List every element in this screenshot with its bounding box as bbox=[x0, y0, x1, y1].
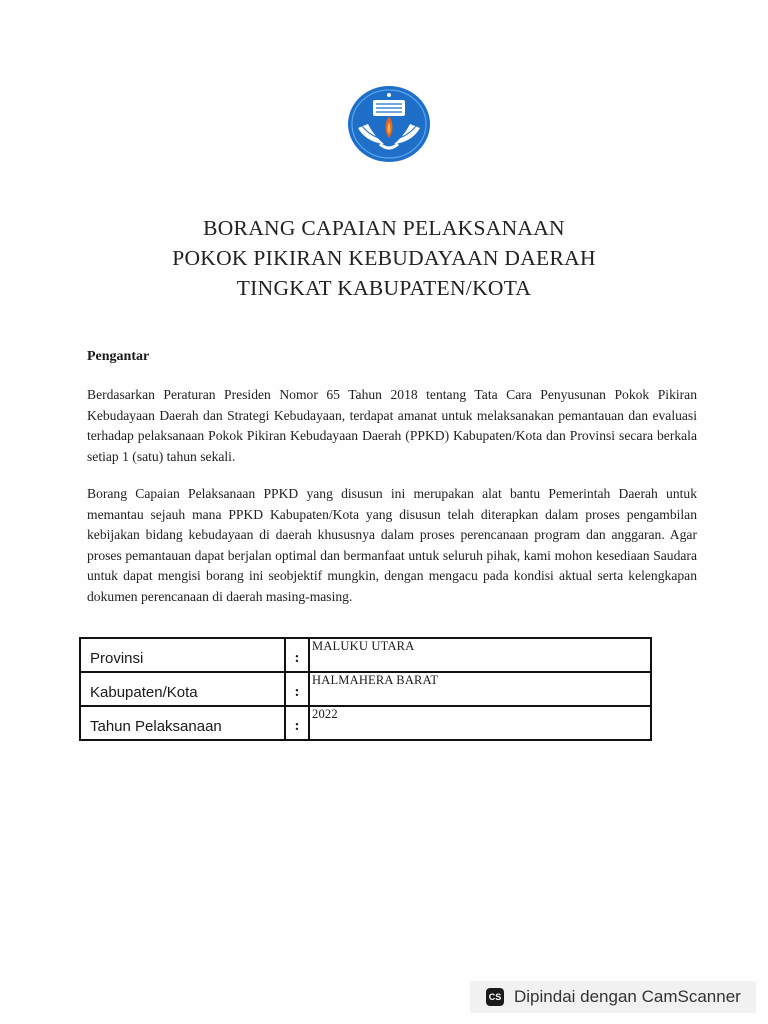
label-kabupaten-kota bbox=[80, 672, 285, 706]
value-provinsi: MALUKU UTARA bbox=[309, 638, 651, 672]
colon-text: : bbox=[294, 650, 300, 666]
paragraph-2: Borang Capaian Pelaksanaan PPKD yang disusun ini merupakan alat bantu Pemerintah Daerah untuk memantau sejauh mana PPKD Kabupaten/Kota yang disusun telah diterapkan dalam proses pengambilan kebijakan bidang kebudayaan di daerah khususnya dalam proses perencanaan program dan anggaran. Agar proses pemantauan dapat berjalan optimal dan bermanfaat untuk seluruh pihak, kami mohon kesediaan Saudara untuk dapat mengisi borang ini seobjektif mungkin, dengan mengacu pada kondisi aktual serta kelengkapan dokumen perencanaan di daerah masing-masing. bbox=[87, 486, 697, 604]
label-text: Tahun Pelaksanaan bbox=[90, 718, 222, 735]
camscanner-watermark bbox=[470, 981, 756, 1013]
colon-text: : bbox=[294, 684, 300, 700]
paragraph-1: Berdasarkan Peraturan Presiden Nomor 65 Tahun 2018 tentang Tata Cara Penyusunan Pokok Pikiran Kebudayaan Daerah dan Strategi Kebudayaan, terdapat amanat untuk melaksanakan pemantauan dan evaluasi terhadap pelaksanaan Pokok Pikiran Kebudayaan Daerah (PPKD) Kabupaten/Kota dan Provinsi secara berkala setiap 1 (satu) tahun sekali. bbox=[87, 387, 697, 464]
watermark-text: Dipindai dengan CamScanner bbox=[514, 987, 741, 1006]
colon-separator bbox=[285, 638, 309, 672]
table-row-provinsi bbox=[80, 638, 651, 672]
document-title-line-2: POKOK PIKIRAN KEBUDAYAAN DAERAH bbox=[172, 246, 596, 270]
table-row-kabupaten bbox=[80, 672, 651, 706]
label-tahun-pelaksanaan bbox=[80, 706, 285, 740]
label-text: Provinsi bbox=[90, 650, 144, 667]
table-row-tahun bbox=[80, 706, 651, 740]
colon-separator bbox=[285, 672, 309, 706]
document-title-line-3: TINGKAT KABUPATEN/KOTA bbox=[236, 276, 532, 300]
emblem-icon bbox=[346, 84, 432, 164]
info-table bbox=[79, 637, 652, 741]
section-heading: Pengantar bbox=[87, 349, 150, 364]
colon-text: : bbox=[294, 718, 300, 734]
value-tahun-pelaksanaan: 2022 bbox=[309, 706, 651, 740]
colon-separator bbox=[285, 706, 309, 740]
label-text: Kabupaten/Kota bbox=[90, 684, 198, 701]
value-kabupaten-kota: HALMAHERA BARAT bbox=[309, 672, 651, 706]
label-provinsi bbox=[80, 638, 285, 672]
tut-wuri-handayani-logo bbox=[346, 84, 432, 164]
camscanner-icon: CS bbox=[486, 988, 504, 1006]
document-title-line-1: BORANG CAPAIAN PELAKSANAAN bbox=[203, 216, 565, 240]
